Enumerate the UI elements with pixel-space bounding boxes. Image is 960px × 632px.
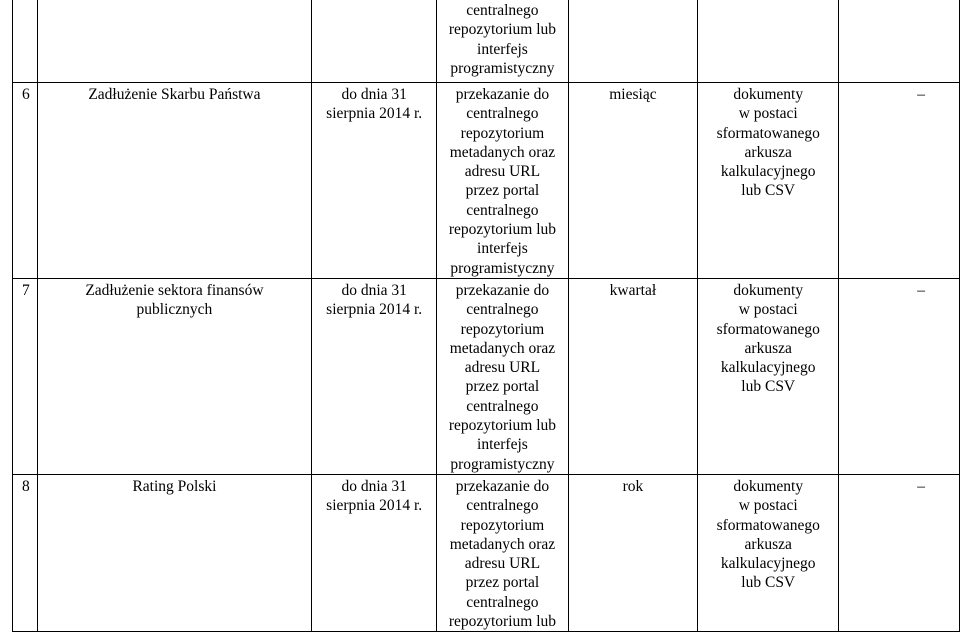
table-row (13, 278, 960, 474)
remarks-dash: – (917, 477, 925, 495)
cell-format: dokumenty w postaci sformatowanego arkusza kalkulacyjnego lub CSV (698, 474, 839, 631)
cell-date (312, 0, 437, 83)
cell-name (37, 0, 311, 83)
cell-format: dokumenty w postaci sformatowanego arkusza kalkulacyjnego lub CSV (698, 278, 839, 474)
cell-lp: 7 (13, 278, 38, 474)
cell-lp: 8 (13, 474, 38, 631)
remarks-dash: – (917, 281, 925, 299)
cell-format (698, 0, 839, 83)
cell-remarks (839, 474, 960, 631)
table-row (13, 83, 960, 279)
dataset-table (12, 0, 960, 632)
remarks-dash: – (917, 86, 925, 103)
cell-freq (568, 0, 698, 83)
cell-format: dokumenty w postaci sformatowanego arkusza kalkulacyjnego lub CSV (698, 83, 839, 279)
cell-freq: kwartał (568, 278, 698, 474)
cell-remarks (839, 0, 960, 83)
cell-lp (13, 0, 38, 83)
cell-name: Rating Polski (37, 474, 311, 631)
cell-name: Zadłużenie Skarbu Państwa (37, 83, 311, 279)
cell-how: przekazanie do centralnego repozytorium metadanych oraz adresu URL przez portal centralnego repozytorium lub interfejs programistyczny (437, 83, 568, 279)
cell-lp: 6 (13, 83, 38, 279)
cell-name: Zadłużenie sektora finansów publicznych (37, 278, 311, 474)
cell-remarks (839, 83, 960, 279)
cell-freq: rok (568, 474, 698, 631)
table-row (13, 474, 960, 631)
cell-remarks (839, 278, 960, 474)
cell-date: do dnia 31 sierpnia 2014 r. (312, 83, 437, 279)
cell-how: przekazanie do centralnego repozytorium metadanych oraz adresu URL przez portal centralnego repozytorium lub interfejs programistyczny (437, 278, 568, 474)
cell-freq: miesiąc (568, 83, 698, 279)
table-row-continuation (13, 0, 960, 83)
cell-date: do dnia 31 sierpnia 2014 r. (312, 474, 437, 631)
cell-how: centralnego repozytorium lub interfejs programistyczny (437, 0, 568, 83)
cell-how: przekazanie do centralnego repozytorium metadanych oraz adresu URL przez portal centralnego repozytorium lub (437, 474, 568, 631)
cell-date: do dnia 31 sierpnia 2014 r. (312, 278, 437, 474)
